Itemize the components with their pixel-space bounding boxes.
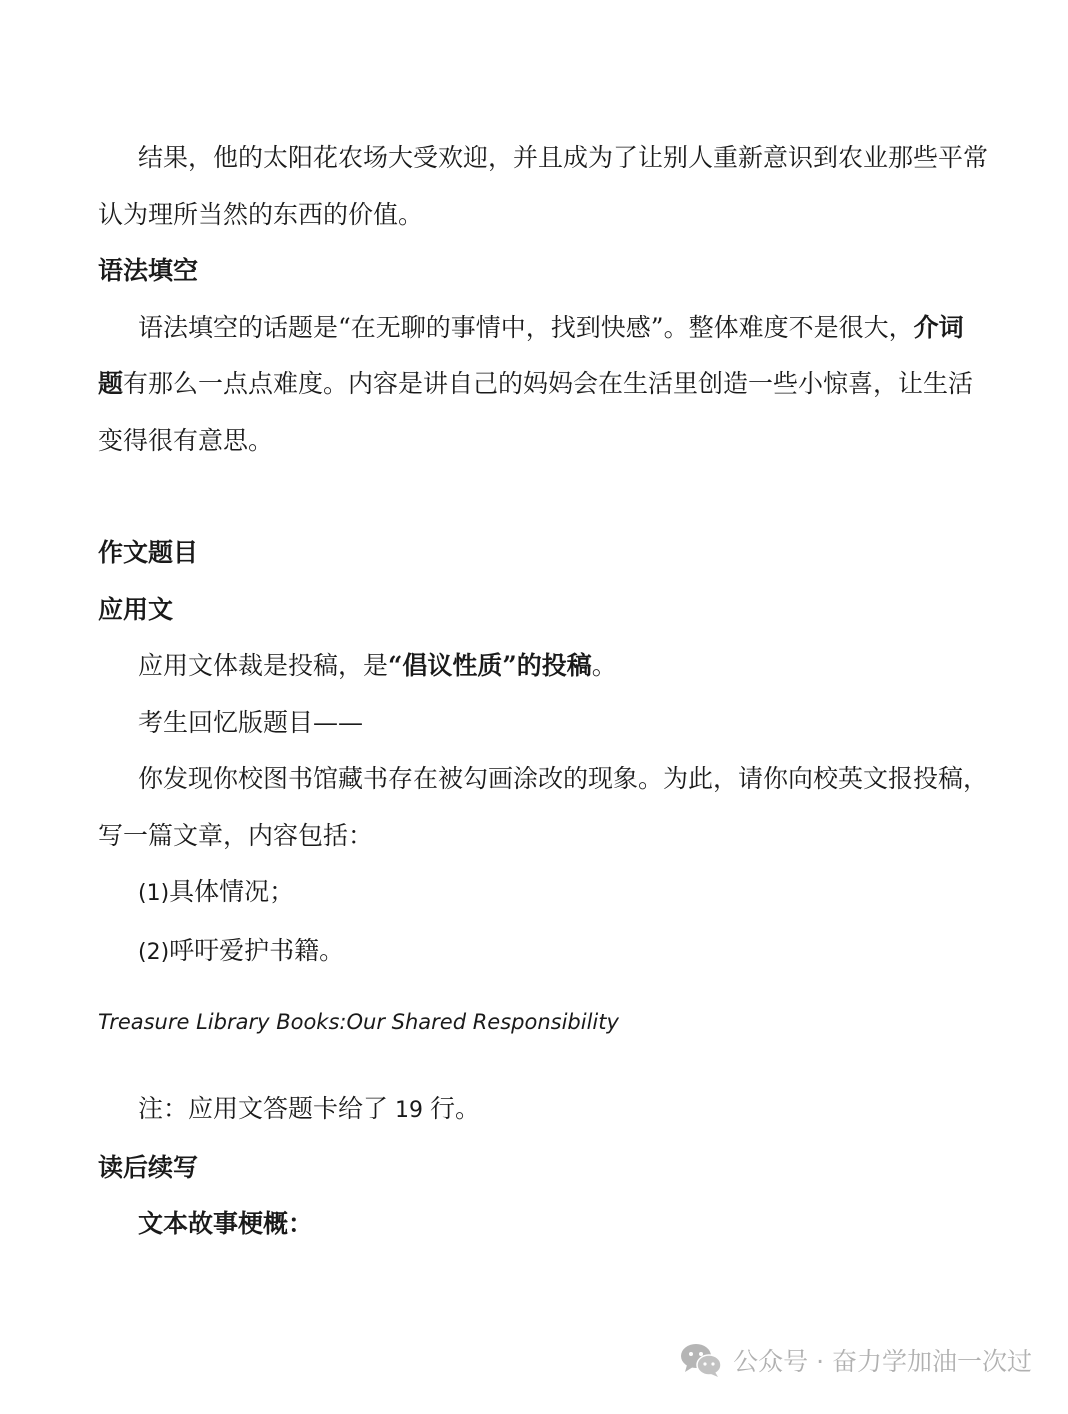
list-item [98,864,988,923]
note-part-b: 行。 [430,1094,481,1123]
paragraph-result: 结果，他的太阳花农场大受欢迎，并且成为了让别人重新意识到农业那些平常认为理所当然的东西的价值。 [98,143,989,229]
english-essay-title: Treasure Library Books:Our Shared Responsibility [98,1010,619,1034]
heading-continuation-writing: 读后续写 [98,1152,199,1182]
paragraph-practical-bold: “倡议性质”的投稿 [388,651,592,680]
list-item-number: (1) [138,881,170,906]
paragraph-practical [98,638,988,695]
watermark [679,1342,1032,1378]
heading-story-summary: 文本故事梗概： [138,1209,314,1238]
list-item-number: (2) [138,939,170,965]
list-item [98,923,988,982]
paragraph-practical-part-a: 应用文体裁是投稿，是 [138,651,389,680]
paragraph-grammar-part-b: 有那么一点点难度。内容是讲自己的妈妈会在生活里创造一些小惊喜，让生活变得很有意思。 [98,369,974,455]
paragraph-grammar [98,300,988,470]
spacer [98,469,988,525]
heading-practical-writing: 应用文 [98,594,174,624]
paragraph-practical-part-b: 。 [591,651,617,680]
paragraph-grammar-part-a: 语法填空的话题是“在无聊的事情中，找到快感”。整体难度不是很大， [138,312,914,342]
list-item-text: 具体情况； [169,877,295,906]
watermark-text: 公众号 · 奋力学加油一次过 [733,1347,1032,1376]
heading-grammar-fill: 语法填空 [98,256,199,285]
paragraph-recalled-title: 考生回忆版题目—— [138,707,364,737]
heading-essay-topics: 作文题目 [98,538,199,567]
paragraph-note [98,1081,988,1140]
document-page [98,130,988,1253]
note-line-count: 19 [388,1098,430,1123]
paragraph-prompt: 你发现你校图书馆藏书存在被勾画涂改的现象。为此，请你向校英文报投稿，写一篇文章，内容包括： [98,764,989,850]
list-item-text: 呼吁爱护书籍。 [169,935,345,965]
paragraph-grammar-bold: 介词题 [98,312,964,398]
wechat-icon [679,1342,723,1378]
note-part-a: 注：应用文答题卡给了 [138,1094,389,1123]
